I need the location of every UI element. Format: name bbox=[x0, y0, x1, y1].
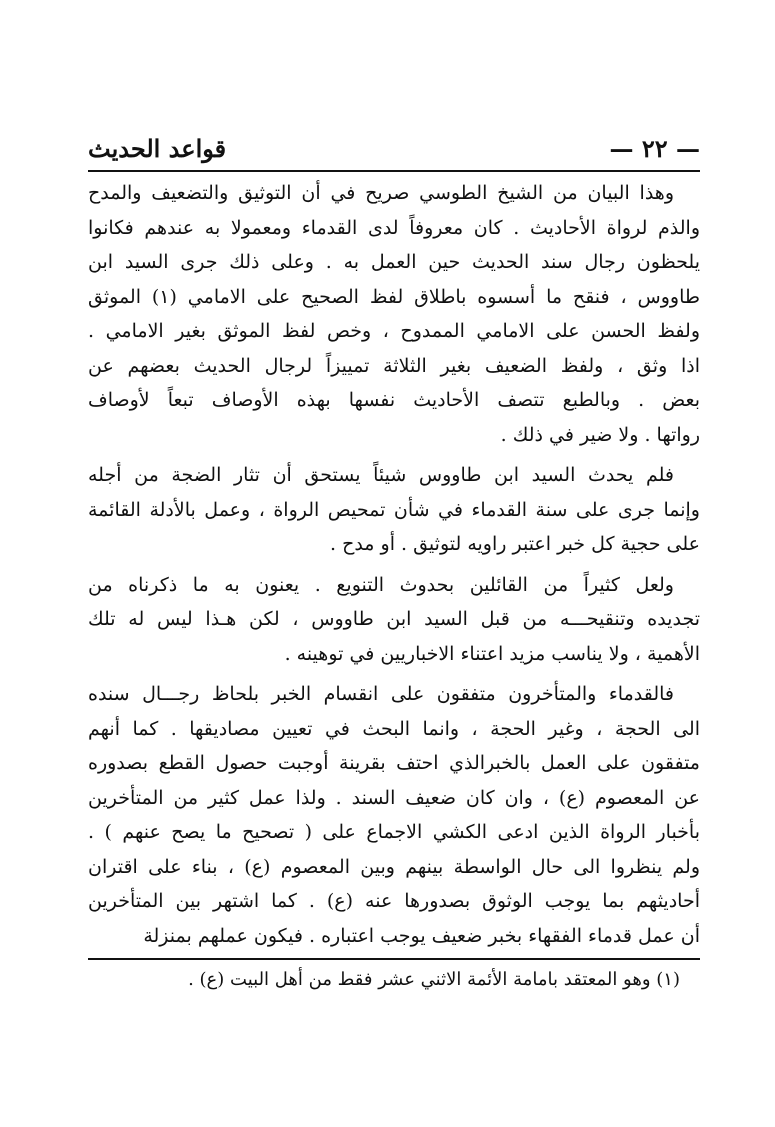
text-line: متفقون على العمل بالخبرالذي احتف بقرينة أوجبت حصول القطع بصدوره bbox=[88, 752, 700, 774]
text-line: أن عمل قدماء الفقهاء بخبر ضعيف يوجب اعتباره . فيكون عملهم بمنزلة bbox=[143, 924, 700, 947]
running-title: قواعد الحديث bbox=[88, 133, 227, 163]
text-line: الى الحجة ، وغير الحجة ، وانما البحث في تعيين مصاديقها . كما أنهم bbox=[88, 717, 700, 740]
main-text bbox=[88, 176, 700, 959]
text-line: تجديده وتنقيحـــه من قبل السيد ابن طاووس ، لكن هـذا ليس له تلك bbox=[88, 608, 700, 630]
text-line: ولفظ الحسن على الامامي الممدوح ، وخص لفظ الموثق بغير الامامي . bbox=[88, 320, 700, 342]
text-line: وإنما جرى على سنة القدماء في شأن تمحيص الرواة ، وعمل بالأدلة القائمة bbox=[88, 498, 700, 521]
header-divider bbox=[88, 170, 700, 172]
page-header bbox=[88, 130, 700, 166]
page-number: — ٢٢ — bbox=[609, 133, 700, 163]
text-line: اذا وثق ، ولفظ الضعيف بغير الثلاثة تمييزاً لرجال الحديث بعضهم عن bbox=[88, 354, 700, 377]
footnote: (١) وهو المعتقد بامامة الأئمة الاثني عشر فقط من أهل البيت (ع) . bbox=[188, 969, 680, 990]
text-line: على حجية كل خبر اعتبر راويه لتوثيق . أو مدح . bbox=[329, 533, 700, 555]
text-line: فالقدماء والمتأخرون متفقون على انقسام الخبر بلحاظ رجـــال سنده bbox=[88, 683, 674, 705]
text-line: بعض . وبالطبع تتصف الأحاديث نفسها بهذه الأوصاف تبعاً لأوصاف bbox=[88, 389, 700, 411]
text-line: والذم لرواة الأحاديث . كان معروفاً لدى القدماء ومعمولا به عندهم فكانوا bbox=[88, 216, 700, 239]
paragraph bbox=[88, 458, 700, 562]
paragraph bbox=[88, 568, 700, 672]
text-line: طاووس ، فنقح ما أسسوه باطلاق لفظ الصحيح على الامامي (١) الموثق bbox=[88, 285, 700, 308]
paragraph bbox=[88, 176, 700, 452]
text-line: عن المعصوم (ع) ، وان كان ضعيف السند . ولذا عمل كثير من المتأخرين bbox=[88, 786, 700, 809]
text-line: يلحظون رجال سند الحديث حين العمل به . وعلى ذلك جرى السيد ابن bbox=[88, 251, 700, 273]
text-line: رواتها . ولا ضير في ذلك . bbox=[500, 423, 700, 446]
footnote-divider bbox=[88, 958, 700, 960]
text-line: الأهمية ، ولا يناسب مزيد اعتناء الاخباريين في توهينه . bbox=[284, 642, 700, 665]
text-line: ولعل كثيراً من القائلين بحدوث التنويع . يعنون به ما ذكرناه من bbox=[88, 573, 674, 596]
text-line: فلم يحدث السيد ابن طاووس شيئاً يستحق أن تثار الضجة من أجله bbox=[88, 464, 674, 486]
text-line: أحاديثهم بما يوجب الوثوق بصدورها عنه (ع) . كما اشتهر بين المتأخرين bbox=[88, 890, 700, 912]
text-line: وهذا البيان من الشيخ الطوسي صريح في أن التوثيق والتضعيف والمدح bbox=[88, 182, 674, 204]
text-line: بأخبار الرواة الذين ادعى الكشي الاجماع على ( تصحيح ما يصح عنهم ) . bbox=[88, 821, 700, 843]
text-line: ولم ينظروا الى حال الواسطة بينهم وبين المعصوم (ع) ، بناء على اقتران bbox=[88, 855, 700, 878]
paragraph bbox=[88, 677, 700, 953]
